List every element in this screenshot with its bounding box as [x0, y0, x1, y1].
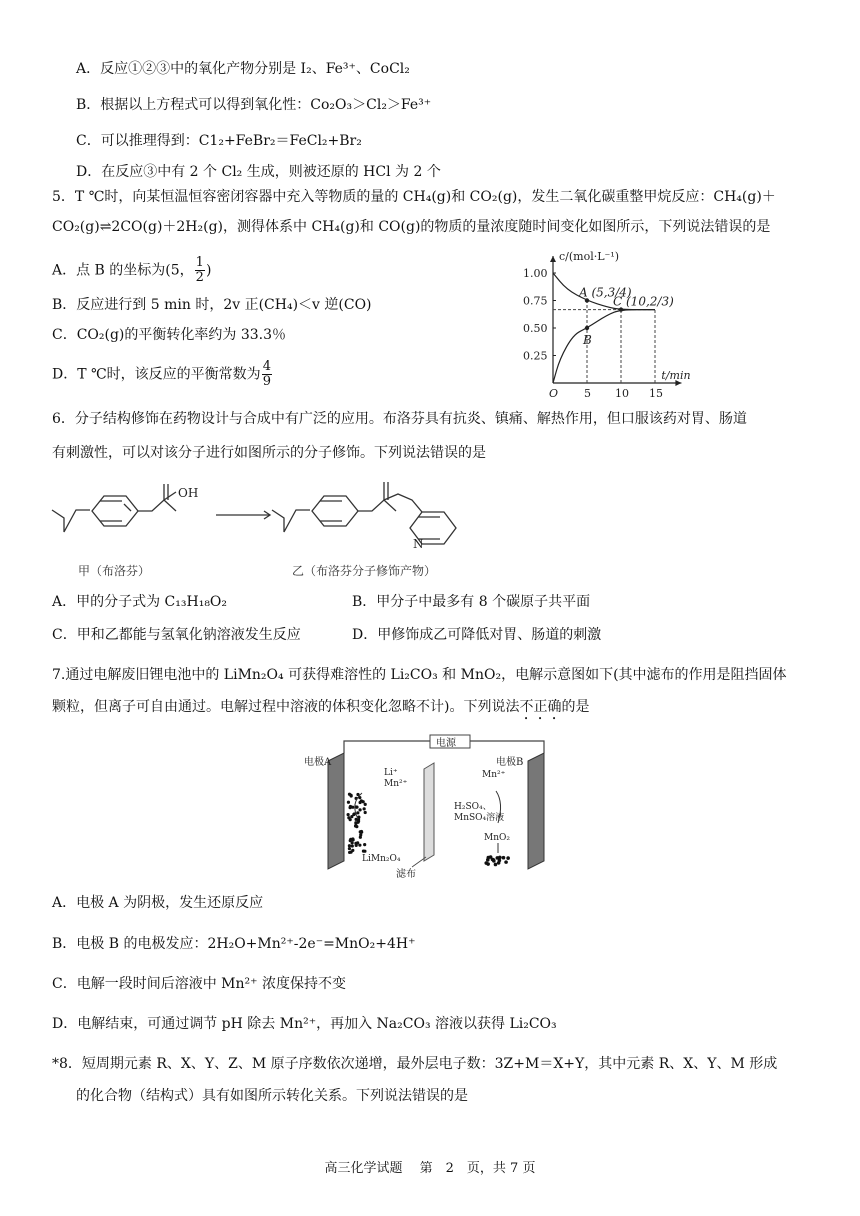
mno2-particle [487, 856, 491, 860]
q5-option-d-text: D．T ℃时，该反应的平衡常数为 [52, 366, 261, 383]
mno2-particle [494, 863, 498, 867]
q5-stem-line2: CO₂(g)⇌2CO(g)＋2H₂(g)，测得体系中 CH₄(g)和 CO(g)的物质的量浓度随时间变化如图所示，下列说法错误的是 [52, 219, 771, 235]
q7-stem-text: 颗粒，但离子可自由通过。电解过程中溶液的体积变化忽略不计)。下列说法 [52, 699, 520, 715]
q7-option-b: B．电极 B 的电极发应：2H₂O+Mn²⁺-2e⁻=MnO₂+4H⁺ [52, 936, 416, 952]
fraction-denominator: 9 [262, 374, 271, 389]
limn2o4-particle [364, 803, 367, 806]
q4-option-a: A．反应①②③中的氧化产物分别是 I₂、Fe³⁺、CoCl₂ [76, 61, 410, 77]
limn2o4-particle [347, 816, 350, 819]
q4-option-c: C．可以推理得到：C1₂+FeBr₂＝FeCl₂+Br₂ [76, 133, 362, 149]
limn2o4-particle [354, 821, 357, 824]
electrode-a [328, 753, 344, 869]
y-tick-label: 1.00 [523, 267, 548, 280]
q5-option-d [52, 360, 273, 389]
point-label-c: C (10,2/3) [613, 294, 674, 309]
q6-option-b: B．甲分子中最多有 8 个碳原子共平面 [352, 594, 591, 610]
mno2-label: MnO₂ [484, 833, 510, 843]
x-tick-label: 10 [615, 387, 629, 400]
x-tick-label: O [549, 387, 559, 400]
propanoic-chain [138, 500, 176, 511]
q6-stem-line1: 6．分子结构修饰在药物设计与合成中有广泛的应用。布洛芬具有抗炎、镇痛、解热作用，但口服该药对胃、肠道 [52, 411, 747, 427]
oh-label: OH [178, 486, 199, 500]
limn2o4-particle [363, 843, 366, 846]
ion-mn-label-b: Mn²⁺ [482, 770, 506, 780]
point-b [585, 326, 589, 330]
q8-stem-line1: *8．短周期元素 R、X、Y、Z、M 原子序数依次递增，最外层电子数：3Z+M＝X+Y，其中元素 R、X、Y、M 形成 [52, 1056, 778, 1072]
limn2o4-particle [351, 849, 354, 852]
y-axis-arrow [550, 256, 556, 262]
limn2o4-particle [355, 806, 358, 809]
q7-stem-emphasis: 不正确 [519, 699, 562, 715]
q6-option-a: A．甲的分子式为 C₁₃H₁₈O₂ [52, 594, 228, 610]
q8-stem-line2: 的化合物（结构式）具有如图所示转化关系。下列说法错误的是 [76, 1088, 468, 1104]
limn2o4-particle [348, 793, 351, 796]
limn2o4-particle [347, 813, 350, 816]
mno2-particle [502, 856, 506, 860]
limn2o4-particle [348, 847, 351, 850]
mno2-particle [486, 862, 490, 866]
limn2o4-particle [351, 841, 354, 844]
caption-jia: 甲（布洛芬） [78, 564, 151, 578]
mno2-particle [497, 861, 501, 865]
solution-label-1: H₂SO₄、 [454, 802, 492, 812]
limn2o4-particle [364, 811, 367, 814]
limn2o4-particle [363, 807, 366, 810]
mno2-particles [484, 855, 509, 866]
electrode-b [528, 753, 544, 869]
electrode-b-label: 电极B [496, 757, 524, 768]
limn2o4-particle [347, 801, 350, 804]
q4-option-b: B．根据以上方程式可以得到氧化性：Co₂O₃＞Cl₂＞Fe³⁺ [76, 97, 432, 113]
fraction-numerator: 1 [195, 255, 204, 270]
concentration-time-chart [505, 245, 715, 400]
limn2o4-particle [359, 833, 362, 836]
x-tick-label: 15 [649, 387, 663, 400]
series-line-1 [553, 310, 655, 383]
limn2o4-particle [351, 806, 354, 809]
y-tick-label: 0.25 [523, 349, 548, 363]
mno2-particle [506, 856, 510, 860]
limn2o4-particle [362, 850, 365, 853]
q5-option-c: C．CO₂(g)的平衡转化率约为 33.3％ [52, 327, 287, 343]
q7-option-d: D．电解结束，可通过调节 pH 除去 Mn²⁺，再加入 Na₂CO₃ 溶液以获得 Li₂CO₃ [52, 1016, 557, 1032]
q5-option-a-text: A．点 B 的坐标为(5， [52, 262, 194, 279]
mno2-particle [492, 858, 496, 862]
q7-option-c: C．电解一段时间后溶液中 Mn²⁺ 浓度保持不变 [52, 976, 346, 992]
ion-li-label: Li⁺ [384, 768, 398, 778]
limn2o4-particle [360, 830, 363, 833]
y-tick-label: 0.50 [523, 322, 548, 335]
limn2o4-particle [356, 811, 359, 814]
fraction-numerator: 4 [262, 359, 271, 374]
q7-option-a: A．电极 A 为阴极，发生还原反应 [52, 895, 264, 911]
ion-mn-label-a: Mn²⁺ [384, 779, 408, 789]
isobutyl-chain [52, 510, 90, 532]
x-axis-title: t/min [661, 369, 691, 382]
filter-cloth-label: 滤布 [396, 869, 416, 880]
q5-option-a-close: ) [205, 262, 212, 279]
x-tick-label: 5 [584, 387, 591, 400]
page-footer: 高三化学试题 第 2 页，共 7 页 [324, 1161, 536, 1176]
y-axis-title: c/(mol·L⁻¹) [559, 250, 620, 263]
electrolysis-diagram [300, 733, 570, 883]
pyridine-n-label: N [413, 537, 424, 551]
limn2o4-particle [351, 844, 354, 847]
q5-option-d-fraction [262, 360, 272, 389]
q7-stem-end: 的是 [561, 699, 590, 715]
q7-stem-line2 [52, 697, 589, 723]
q4-option-d: D．在反应③中有 2 个 Cl₂ 生成，则被还原的 HCl 为 2 个 [76, 164, 441, 180]
q5-stem-line1: 5．T ℃时，向某恒温恒容密闭容器中充入等物质的量的 CH₄(g)和 CO₂(g)，发生二氧化碳重整甲烷反应：CH₄(g)＋ [52, 189, 776, 205]
solution-label-2: MnSO₄溶液 [454, 813, 505, 823]
limn2o4-particle [358, 808, 361, 811]
limn2o4-particles [347, 793, 367, 854]
limn2o4-particle [350, 815, 353, 818]
caption-yi: 乙（布洛芬分子修饰产物） [292, 564, 437, 578]
limn2o4-particle [348, 844, 351, 847]
limn2o4-particle [358, 844, 361, 847]
q6-option-d: D．甲修饰成乙可降低对胃、肠道的刺激 [352, 627, 602, 643]
q6-stem-line2: 有刺激性，可以对该分子进行如图所示的分子修饰。下列说法错误的是 [52, 445, 486, 461]
power-source-label: 电源 [436, 738, 456, 749]
y-tick-label: 0.75 [523, 294, 548, 308]
limn2o4-particle [356, 841, 359, 844]
isobutyl-chain-yi [272, 510, 310, 532]
q5-option-b: B．反应进行到 5 min 时，2v 正(CH₄)＜v 逆(CO) [52, 297, 372, 313]
point-label-a: A (5,3/4) [579, 285, 632, 300]
mno2-particle [504, 860, 508, 864]
q5-option-a [52, 256, 211, 285]
limn2o4-particle [362, 800, 365, 803]
limn2o4-particle [348, 851, 351, 854]
filter-cloth [424, 763, 434, 861]
q6-option-c: C．甲和乙都能与氢氧化钠溶液发生反应 [52, 627, 301, 643]
q7-stem-line1: 7.通过电解废旧锂电池中的 LiMn₂O₄ 可获得难溶性的 Li₂CO₃ 和 MnO₂，电解示意图如下(其中滤布的作用是阻挡固体 [52, 667, 787, 683]
limn2o4-particle [354, 824, 357, 827]
limn2o4-particle [357, 820, 360, 823]
q5-option-a-fraction [195, 256, 205, 285]
electrode-a-label: 电极A [304, 757, 332, 768]
fraction-denominator: 2 [195, 270, 204, 285]
limn2o4-label: LiMn₂O₄ [362, 854, 401, 864]
point-label-b: B [583, 333, 592, 347]
